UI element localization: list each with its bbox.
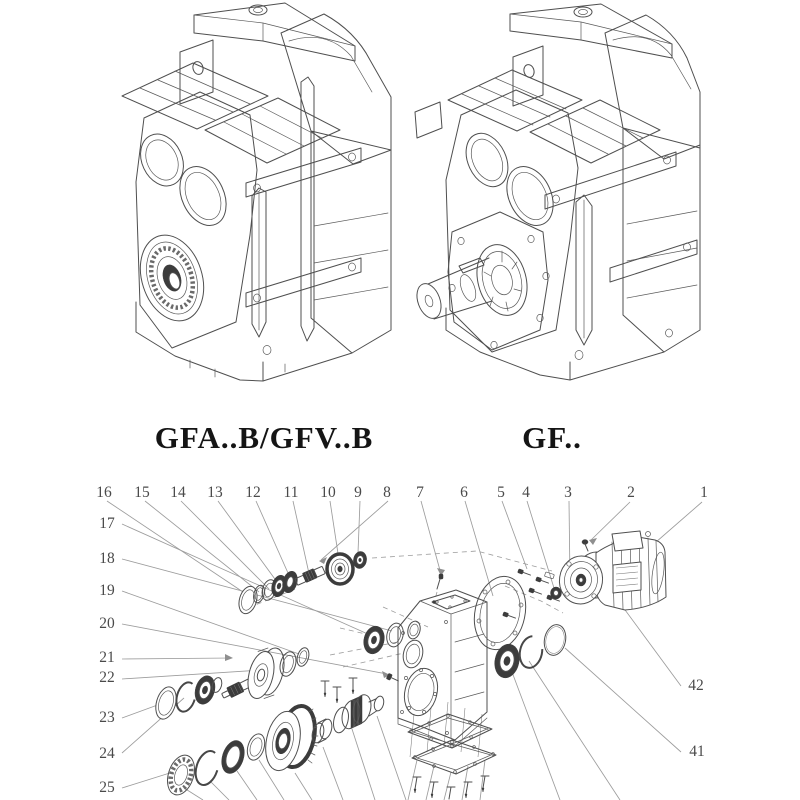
tie-strap-upper bbox=[545, 152, 676, 209]
callout-14: 14 bbox=[170, 484, 186, 501]
pinion-shaft bbox=[294, 565, 325, 586]
arrowhead bbox=[589, 538, 597, 545]
callout-5: 5 bbox=[497, 484, 505, 501]
mid-bore bbox=[400, 638, 425, 670]
callout-11: 11 bbox=[283, 484, 299, 501]
left-model-label: GFA..B/GFV..B bbox=[154, 420, 374, 455]
front-face bbox=[136, 92, 257, 348]
callout-21: 21 bbox=[99, 649, 115, 666]
callout-1: 1 bbox=[700, 484, 708, 501]
top-beam bbox=[194, 3, 355, 61]
intermediate-shaft-cluster bbox=[152, 621, 405, 721]
side-body bbox=[311, 131, 391, 353]
right-model-label: GF.. bbox=[522, 420, 582, 455]
callout-23: 23 bbox=[99, 709, 115, 726]
lifting-eye bbox=[646, 532, 651, 537]
output-flange bbox=[448, 212, 548, 350]
callout-16: 16 bbox=[96, 484, 112, 501]
tie-strap-upper bbox=[246, 148, 361, 197]
gearbox-right-drawing bbox=[413, 4, 700, 380]
terminal-box bbox=[612, 531, 643, 551]
exploded-view bbox=[96, 484, 708, 800]
callout-42: 42 bbox=[688, 677, 704, 694]
oil-seal bbox=[218, 738, 248, 777]
washer-right bbox=[384, 621, 405, 648]
side-rod bbox=[301, 77, 314, 341]
top-cap bbox=[605, 15, 700, 159]
hollow-shaft-bearing bbox=[130, 227, 214, 329]
output-bore bbox=[400, 665, 443, 719]
vent-grille bbox=[613, 562, 641, 593]
washer bbox=[244, 732, 268, 763]
top-beam bbox=[510, 4, 672, 58]
circlip bbox=[173, 680, 199, 714]
callout-25: 25 bbox=[99, 779, 115, 796]
cover-bolts bbox=[413, 776, 489, 799]
circlip bbox=[192, 748, 223, 788]
output-bearing-face bbox=[470, 239, 535, 321]
top-boss bbox=[574, 7, 592, 17]
callout-41: 41 bbox=[689, 743, 705, 760]
callout-7: 7 bbox=[416, 484, 424, 501]
tie-strap-lower bbox=[246, 258, 361, 307]
input-shaft-cluster bbox=[236, 551, 368, 616]
callout-19: 19 bbox=[99, 582, 115, 599]
side-lug bbox=[415, 102, 442, 138]
base-feet bbox=[446, 308, 664, 380]
callout-17: 17 bbox=[99, 515, 115, 532]
callout-22: 22 bbox=[99, 669, 115, 686]
callout-10: 10 bbox=[320, 484, 336, 501]
fin-deck-mid bbox=[205, 98, 340, 163]
roller-bearing bbox=[163, 752, 199, 799]
callout-13: 13 bbox=[207, 484, 223, 501]
shaft-key bbox=[544, 572, 554, 579]
gearbox-left-drawing bbox=[122, 3, 391, 381]
bore-lower bbox=[171, 159, 235, 233]
callout-9: 9 bbox=[354, 484, 362, 501]
top-cap bbox=[281, 14, 391, 164]
fin-deck-mid bbox=[530, 100, 660, 163]
motor-bearing bbox=[492, 642, 523, 680]
callout-8: 8 bbox=[383, 484, 391, 501]
callout-4: 4 bbox=[522, 484, 530, 501]
upright-panel bbox=[180, 40, 213, 104]
motor bbox=[556, 531, 666, 610]
output-pinion-shaft bbox=[331, 693, 385, 734]
arrowhead bbox=[225, 654, 233, 661]
callout-12: 12 bbox=[245, 484, 261, 501]
cover-bolts bbox=[321, 678, 357, 703]
output-gear bbox=[261, 703, 320, 774]
fin-deck-left bbox=[448, 70, 582, 131]
callout-18: 18 bbox=[99, 550, 115, 567]
retaining-ring bbox=[295, 646, 311, 667]
callout-2: 2 bbox=[627, 484, 635, 501]
o-ring bbox=[542, 623, 569, 658]
callout-20: 20 bbox=[99, 615, 115, 632]
side-body bbox=[623, 128, 700, 352]
callout-24: 24 bbox=[99, 745, 115, 762]
callout-15: 15 bbox=[134, 484, 150, 501]
base-feet bbox=[136, 302, 352, 381]
callout-6: 6 bbox=[460, 484, 468, 501]
cover-plate bbox=[412, 740, 496, 774]
callout-3: 3 bbox=[564, 484, 572, 501]
vent-screw bbox=[582, 540, 588, 551]
bearing bbox=[192, 673, 218, 706]
locknut bbox=[551, 587, 562, 599]
input-gear bbox=[327, 554, 353, 584]
